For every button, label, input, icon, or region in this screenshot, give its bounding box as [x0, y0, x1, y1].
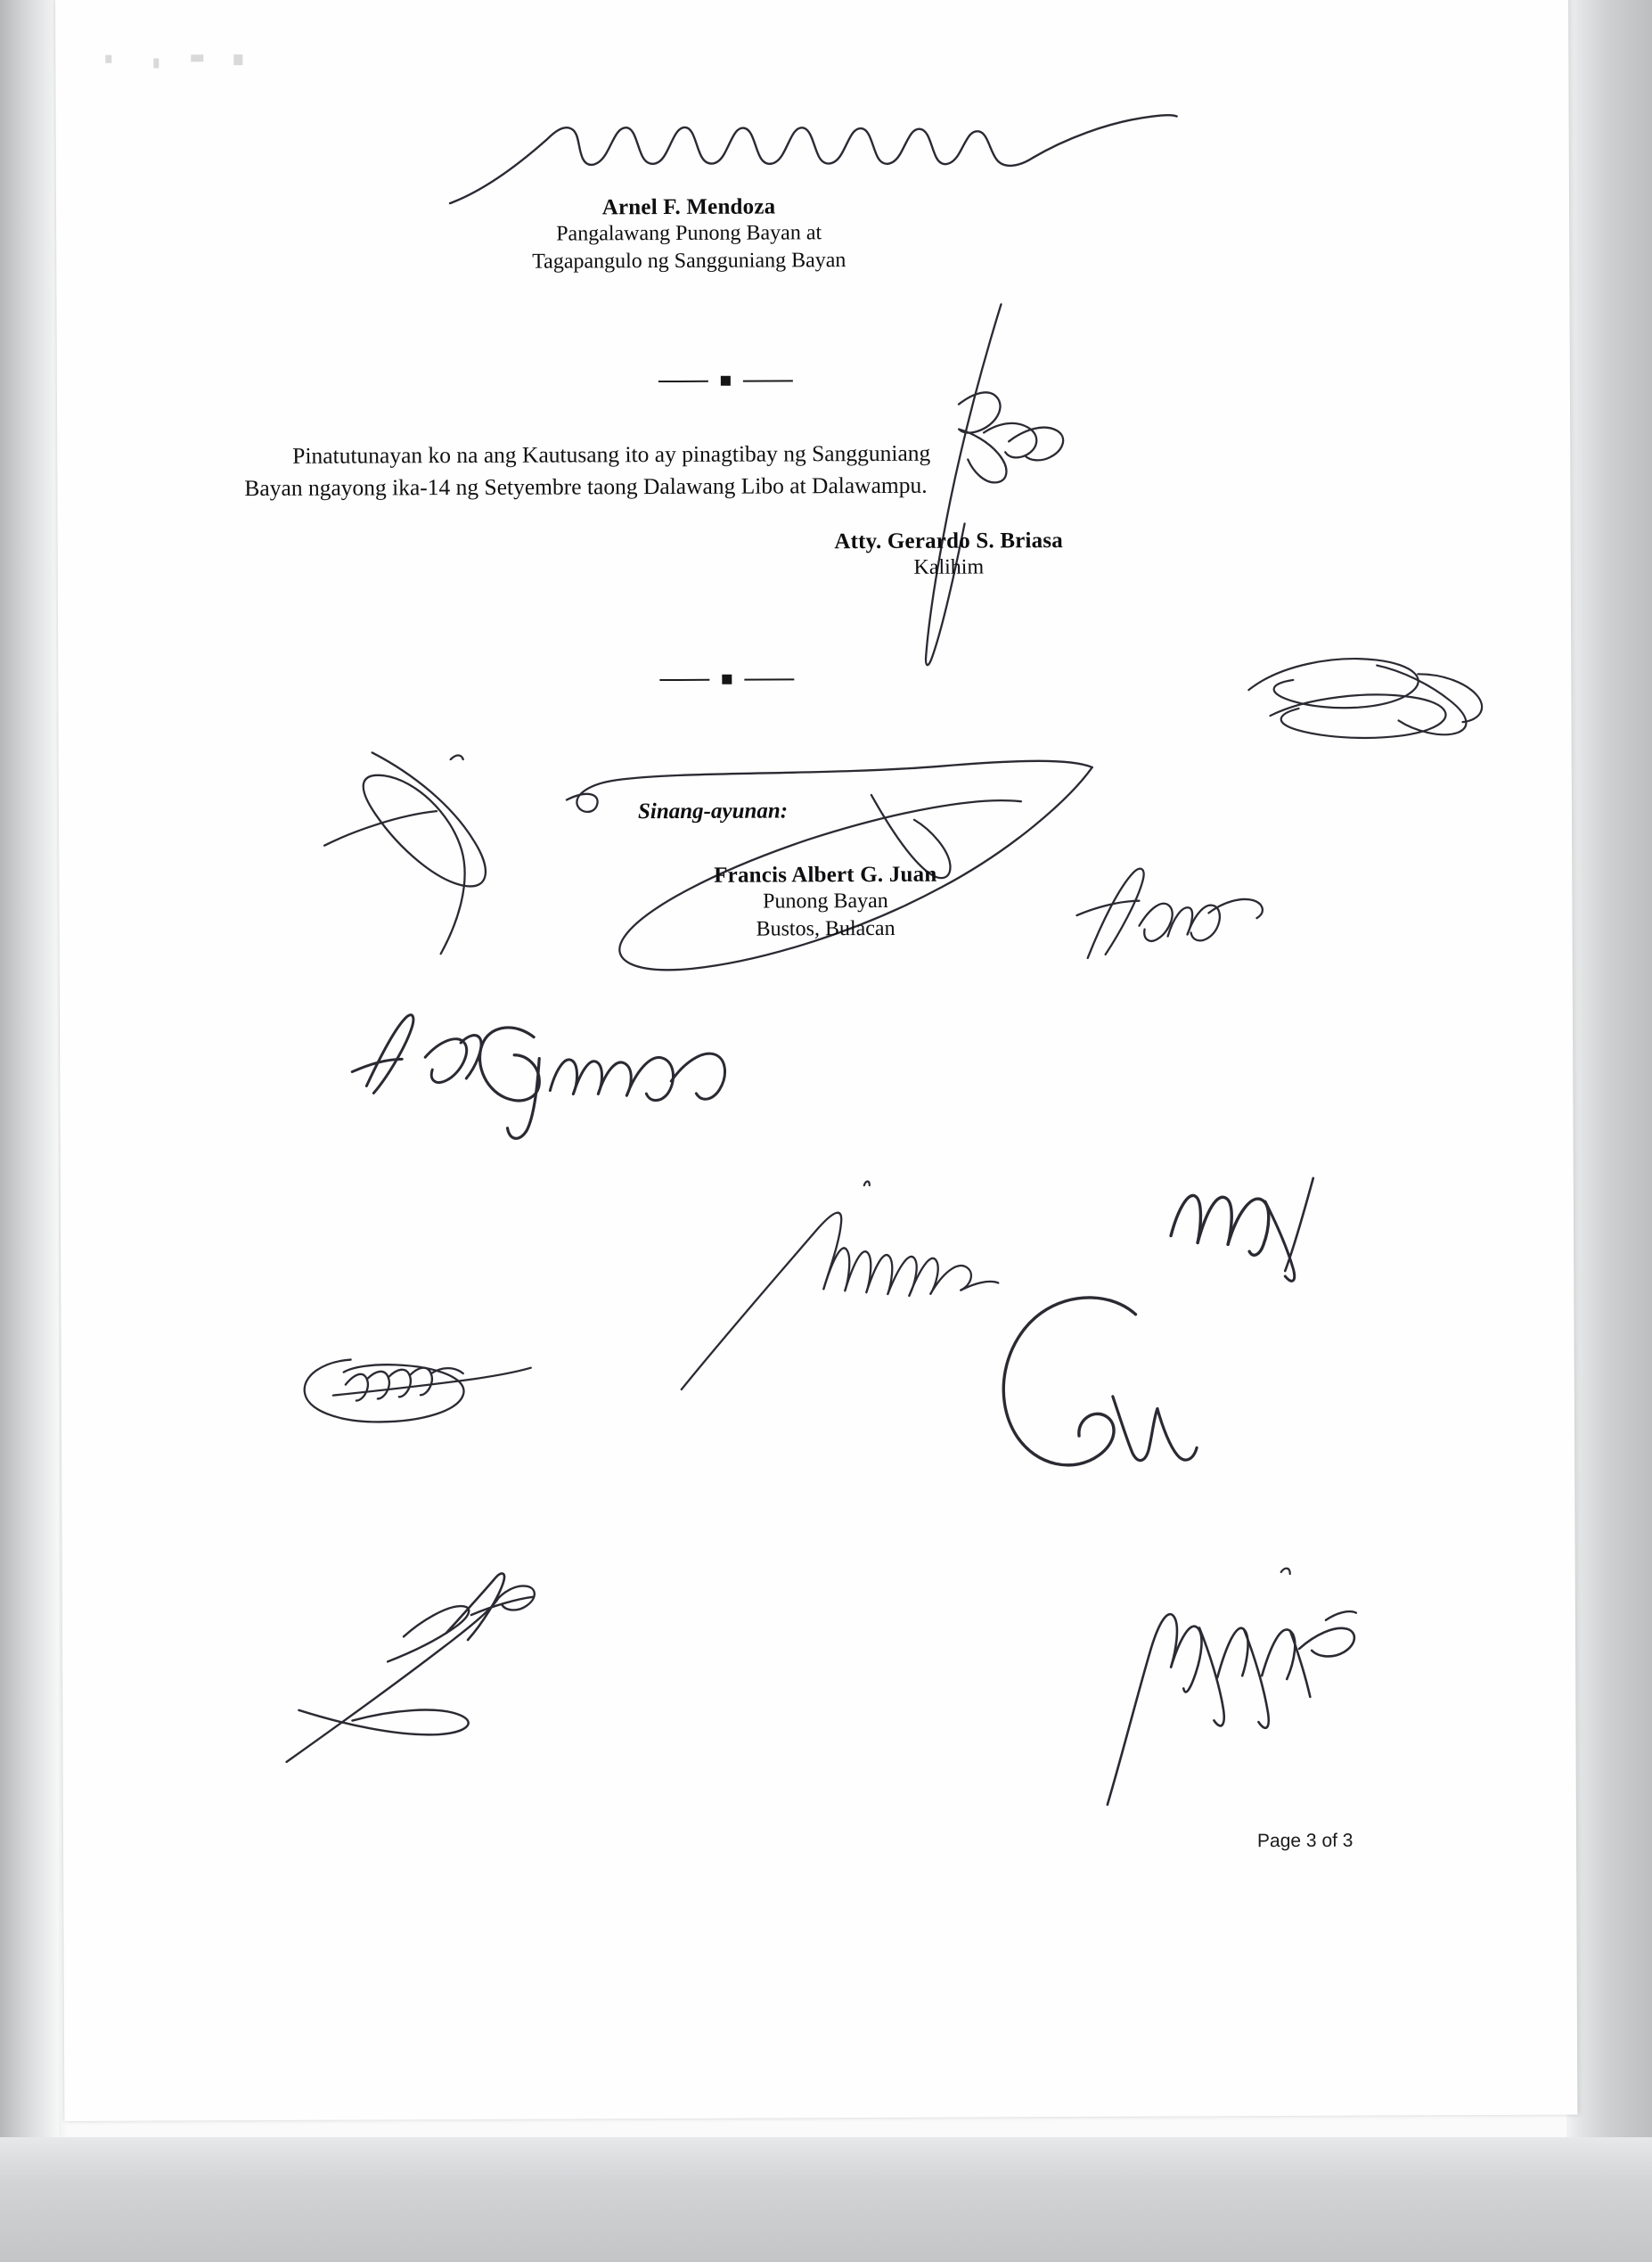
- page-number: Page 3 of 3: [1256, 1830, 1353, 1852]
- signatory-title-line-2: Tagapangulo ng Sangguniang Bayan: [532, 248, 846, 274]
- divider-segment-left: [659, 678, 709, 680]
- approval-block: [558, 798, 1092, 825]
- signature-councilor-3: [1075, 859, 1272, 976]
- approver-block-juan: [558, 862, 1092, 944]
- divider-segment-right: [744, 678, 794, 680]
- attestor-block-briasa: [637, 528, 1261, 583]
- signature-councilor-5: [675, 1154, 1033, 1397]
- scan-artifact: [153, 58, 159, 68]
- divider-segment-left: [658, 380, 707, 381]
- signature-councilor-8: [978, 1287, 1220, 1484]
- attestor-name: Atty. Gerardo S. Briasa: [834, 529, 1064, 554]
- document-page: [55, 0, 1577, 2121]
- attestor-title: Kalihim: [913, 555, 985, 579]
- approver-name: Francis Albert G. Juan: [714, 862, 937, 888]
- signature-councilor-6: [1165, 1171, 1327, 1288]
- scan-artifact: [233, 54, 242, 65]
- signatory-name: Arnel F. Mendoza: [601, 194, 776, 220]
- scan-bottom-edge: [0, 2137, 1652, 2262]
- scan-artifact: [105, 55, 111, 63]
- divider-square: [722, 675, 732, 684]
- signature-councilor-1: [1243, 649, 1502, 766]
- approver-title: Punong Bayan: [763, 889, 888, 914]
- signature-councilor-2: [317, 747, 532, 971]
- approver-locality: Bustos, Bulacan: [756, 916, 896, 941]
- divider-square: [720, 376, 730, 386]
- section-divider: [637, 674, 815, 684]
- certification-line-2: Bayan ngayong ika-14 ng Setyembre taong Dalawang Libo at Dalawampu.: [244, 471, 928, 502]
- section-divider: [636, 375, 814, 386]
- signature-councilor-4: [327, 995, 800, 1139]
- approval-label: Sinang-ayunan:: [637, 799, 789, 824]
- certification-line-1: Pinatutunayan ko na ang Kautusang ito ay pinagtibay ng Sangguniang: [292, 439, 931, 469]
- scan-left-gutter: [0, 0, 59, 2139]
- signatory-title-line-1: Pangalawang Punong Bayan at: [556, 221, 822, 246]
- divider-segment-right: [742, 380, 792, 381]
- signature-councilor-10: [1087, 1563, 1382, 1814]
- scan-right-edge: [1566, 0, 1652, 2262]
- signature-councilor-9: [281, 1566, 576, 1772]
- signature-councilor-7: [298, 1340, 548, 1447]
- certification-paragraph: [244, 435, 1394, 504]
- scan-artifact: [191, 54, 203, 61]
- signatory-block-mendoza: [350, 193, 1027, 276]
